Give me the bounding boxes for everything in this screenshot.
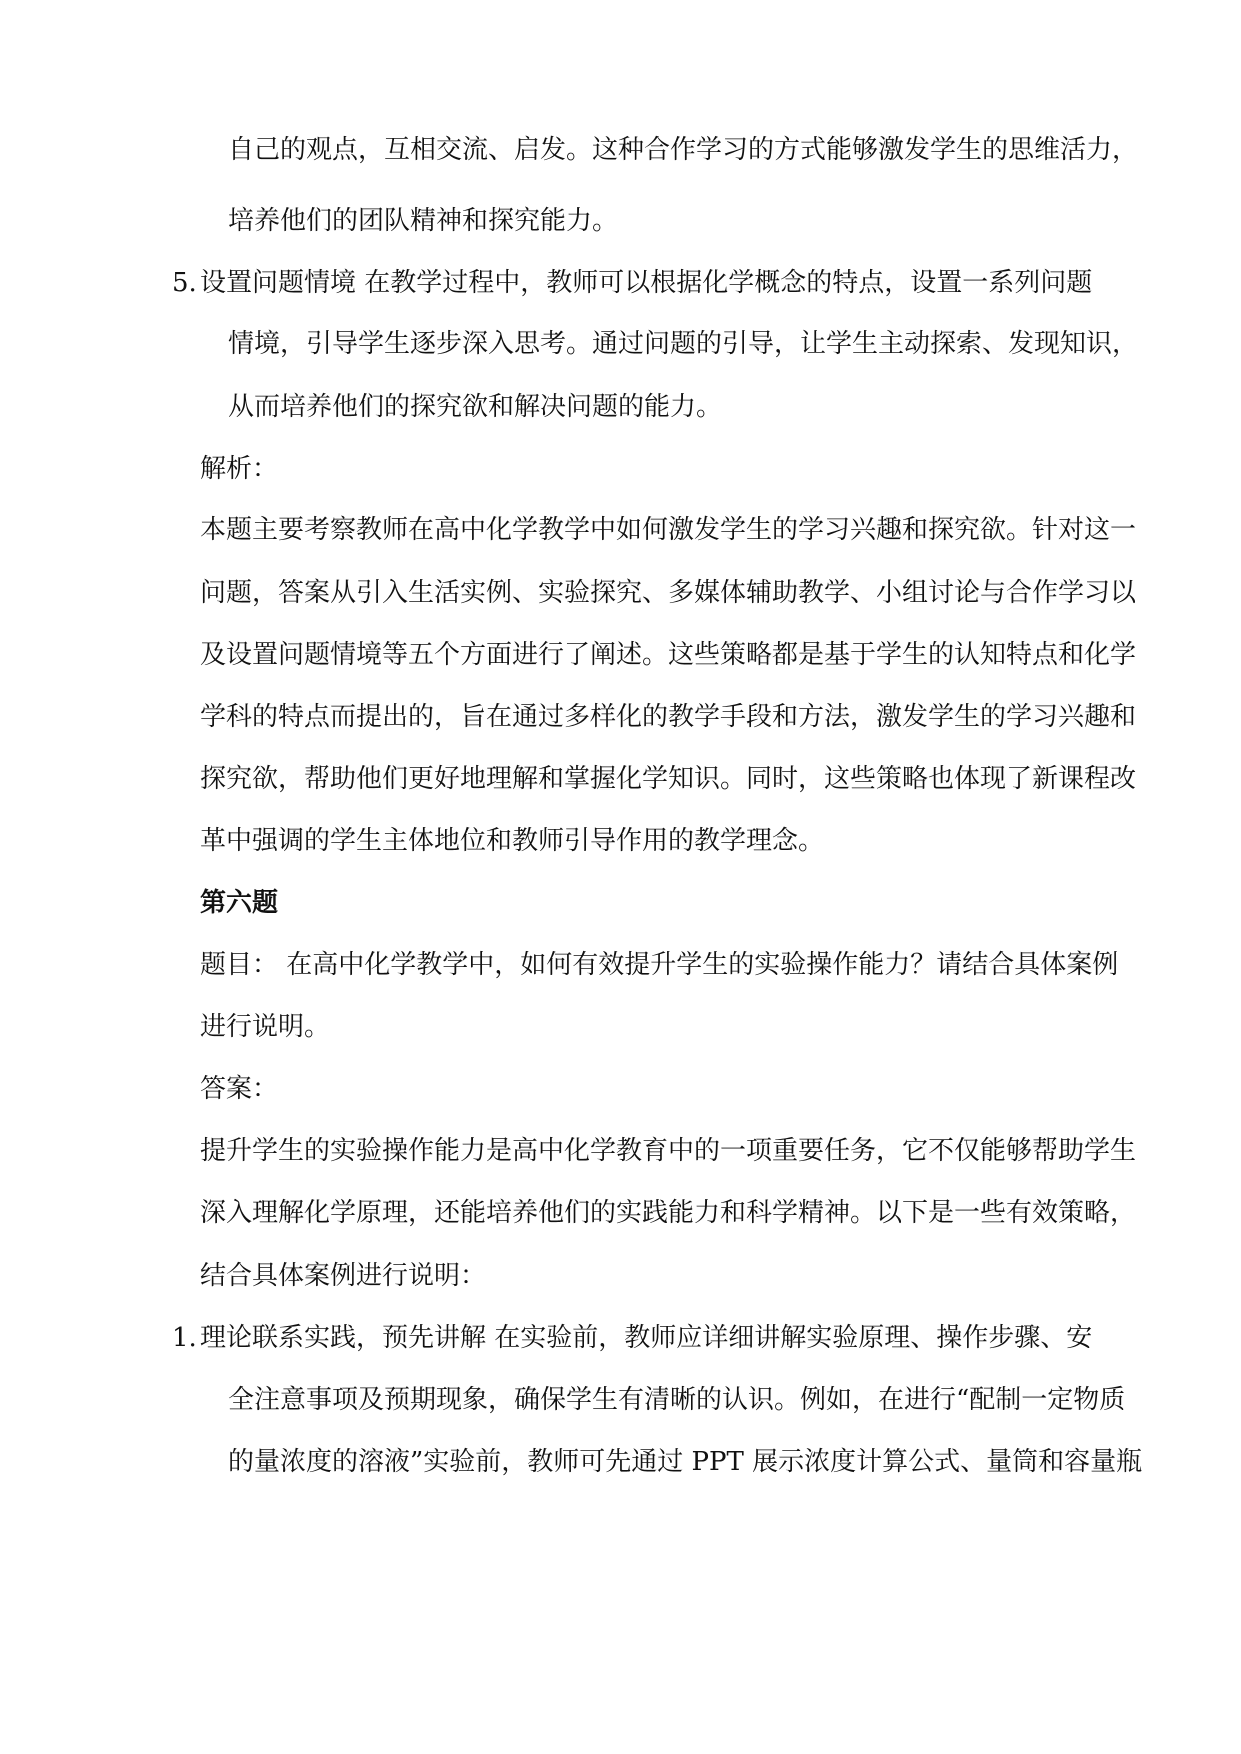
paragraph-line: 的量浓度的溶液”实验前，教师可先通过 PPT 展示浓度计算公式、量筒和容量瓶 — [228, 1447, 1143, 1477]
paragraph-line: 及设置问题情境等五个方面进行了阐述。这些策略都是基于学生的认知特点和化学 — [200, 640, 1137, 670]
section-heading: 第六题 — [200, 888, 279, 918]
paragraph-line: 结合具体案例进行说明： — [200, 1261, 487, 1291]
question-line: 题目： 在高中化学教学中，如何有效提升学生的实验操作能力？请结合具体案例 — [200, 950, 1119, 980]
paragraph-line: 提升学生的实验操作能力是高中化学教育中的一项重要任务，它不仅能够帮助学生 — [200, 1136, 1137, 1166]
paragraph-line: 情境，引导学生逐步深入思考。通过问题的引导，让学生主动探索、发现知识， — [228, 329, 1139, 359]
answer-label: 答案： — [200, 1074, 279, 1104]
paragraph-line: 全注意事项及预期现象，确保学生有清晰的认识。例如，在进行“配制一定物质 — [228, 1385, 1126, 1415]
paragraph-line: 深入理解化学原理，还能培养他们的实践能力和科学精神。以下是一些有效策略， — [200, 1198, 1137, 1228]
list-number: 5. — [172, 268, 197, 298]
paragraph-line: 本题主要考察教师在高中化学教学中如何激发学生的学习兴趣和探究欲。针对这一 — [200, 515, 1137, 545]
list-item-5 — [172, 263, 1128, 303]
paragraph-line: 革中强调的学生主体地位和教师引导作用的教学理念。 — [200, 826, 825, 856]
question-line: 进行说明。 — [200, 1012, 331, 1042]
paragraph-line: 探究欲，帮助他们更好地理解和掌握化学知识。同时，这些策略也体现了新课程改 — [200, 764, 1137, 794]
paragraph-line: 培养他们的团队精神和探究能力。 — [228, 206, 619, 236]
list-item-text: 理论联系实践，预先讲解 在实验前，教师应详细讲解实验原理、操作步骤、安 — [200, 1323, 1093, 1353]
list-item-1 — [172, 1318, 1128, 1358]
list-number: 1. — [172, 1323, 197, 1353]
list-item-text: 设置问题情境 在教学过程中，教师可以根据化学概念的特点，设置一系列问题 — [200, 268, 1093, 298]
analysis-label: 解析： — [200, 454, 279, 484]
paragraph-line: 从而培养他们的探究欲和解决问题的能力。 — [228, 392, 723, 422]
paragraph-line: 学科的特点而提出的，旨在通过多样化的教学手段和方法，激发学生的学习兴趣和 — [200, 702, 1137, 732]
paragraph-line: 自己的观点，互相交流、启发。这种合作学习的方式能够激发学生的思维活力， — [228, 135, 1139, 165]
paragraph-line: 问题，答案从引入生活实例、实验探究、多媒体辅助教学、小组讨论与合作学习以 — [200, 578, 1137, 608]
